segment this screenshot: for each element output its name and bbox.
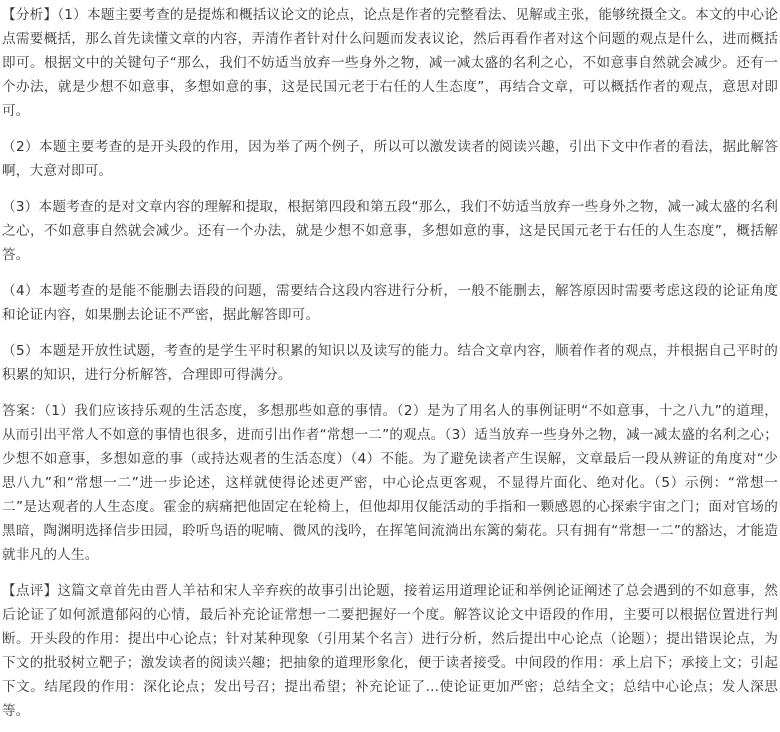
analysis-part-2: （2）本题主要考查的是开头段的作用，因为举了两个例子，所以可以激发读者的阅读兴趣，引出下文中作者的看法，据此解答啊，大意对即可。 (2, 139, 778, 179)
analysis-part-3: （3）本题考查的是对文章内容的理解和提取，根据第四段和第五段“那么，我们不妨适当放弃一些身外之物，减一减太盛的名利之心，不如意事自然就会减少。还有一个办法，就是少想不如意事，多想如意的事，这是民国元老于右任的人生态度”，概括解答。 (2, 199, 778, 263)
analysis-part-1: 【分析】（1）本题主要考查的是提炼和概括议论文的论点，论点是作者的完整看法、见解或主张，能够统摄全文。本文的中心论点需要概括，那么首先读懂文章的内容，弄清作者针对什么问题而发表议论，然后再看作者对这个问题的观点是什么，进而概括即可。根据文中的关键句子“那么，我们不妨适当放弃一些身外之物，减一减太盛的名利之心，不如意事自然就会减少。还有一个办法，就是少想不如意事，多想如意的事，这是民国元老于右任的人生态度”，再结合文章，可以概括作者的观点，意思对即可。 (2, 7, 778, 119)
comment-paragraph: 【点评】这篇文章首先由晋人羊祜和宋人辛弃疾的故事引出论题，接着运用道理论证和举例论证阐述了总会遇到的不如意事，然后论证了如何派遣郁闷的心情，最后补充论证常想一二要把握好一个度。解答议论文中语段的作用，主要可以根据位置进行判断。开头段的作用：提出中心论点；针对某种现象（引用某个名言）进行分析，然后提出中心论点（论题）；提出错误论点，为下文的批驳树立靶子；激发读者的阅读兴趣；把抽象的道理形象化，便于读者接受。中间段的作用：承上启下；承接上文；引起下文。结尾段的作用：深化论点；发出号召；提出希望；补充论证了...使论证更加严密；总结全文；总结中心论点；发人深思等。 (2, 583, 778, 719)
answer-paragraph: 答案：（1）我们应该持乐观的生活态度，多想那些如意的事情。（2）是为了用名人的事例证明“不如意事，十之八九”的道理，从而引出平常人不如意的事情也很多，进而引出作者“常想一二”的观点。（3）适当放弃一些身外之物，减一减太盛的名利之心；少想不如意事，多想如意的事（或持达观者的生活态度）（4）不能。为了避免读者产生误解，文章最后一段从辨证的角度对“少思八九”和“常想一二”进一步论述，这样就使得论述更严密，中心论点更客观，不显得片面化、绝对化。（5）示例：“常想一二”是达观者的人生态度。霍金的病痛把他固定在轮椅上，但他却用仅能活动的手指和一颗感恩的心探索宇宙之门；面对官场的黑暗，陶渊明选择信步田园，聆听鸟语的呢喃、微风的浅吟，在挥笔间流淌出东篱的菊花。只有拥有“常想一二”的豁达，才能造就非凡的人生。 (2, 403, 778, 563)
analysis-part-4: （4）本题考查的是能不能删去语段的问题，需要结合这段内容进行分析，一般不能删去，解答原因时需要考虑这段的论证角度和论证内容，如果删去论证不严密，据此解答即可。 (2, 283, 778, 323)
analysis-part-5: （5）本题是开放性试题，考查的是学生平时积累的知识以及读写的能力。结合文章内容，顺着作者的观点，并根据自己平时的积累的知识，进行分析解答，合理即可得满分。 (2, 343, 778, 383)
